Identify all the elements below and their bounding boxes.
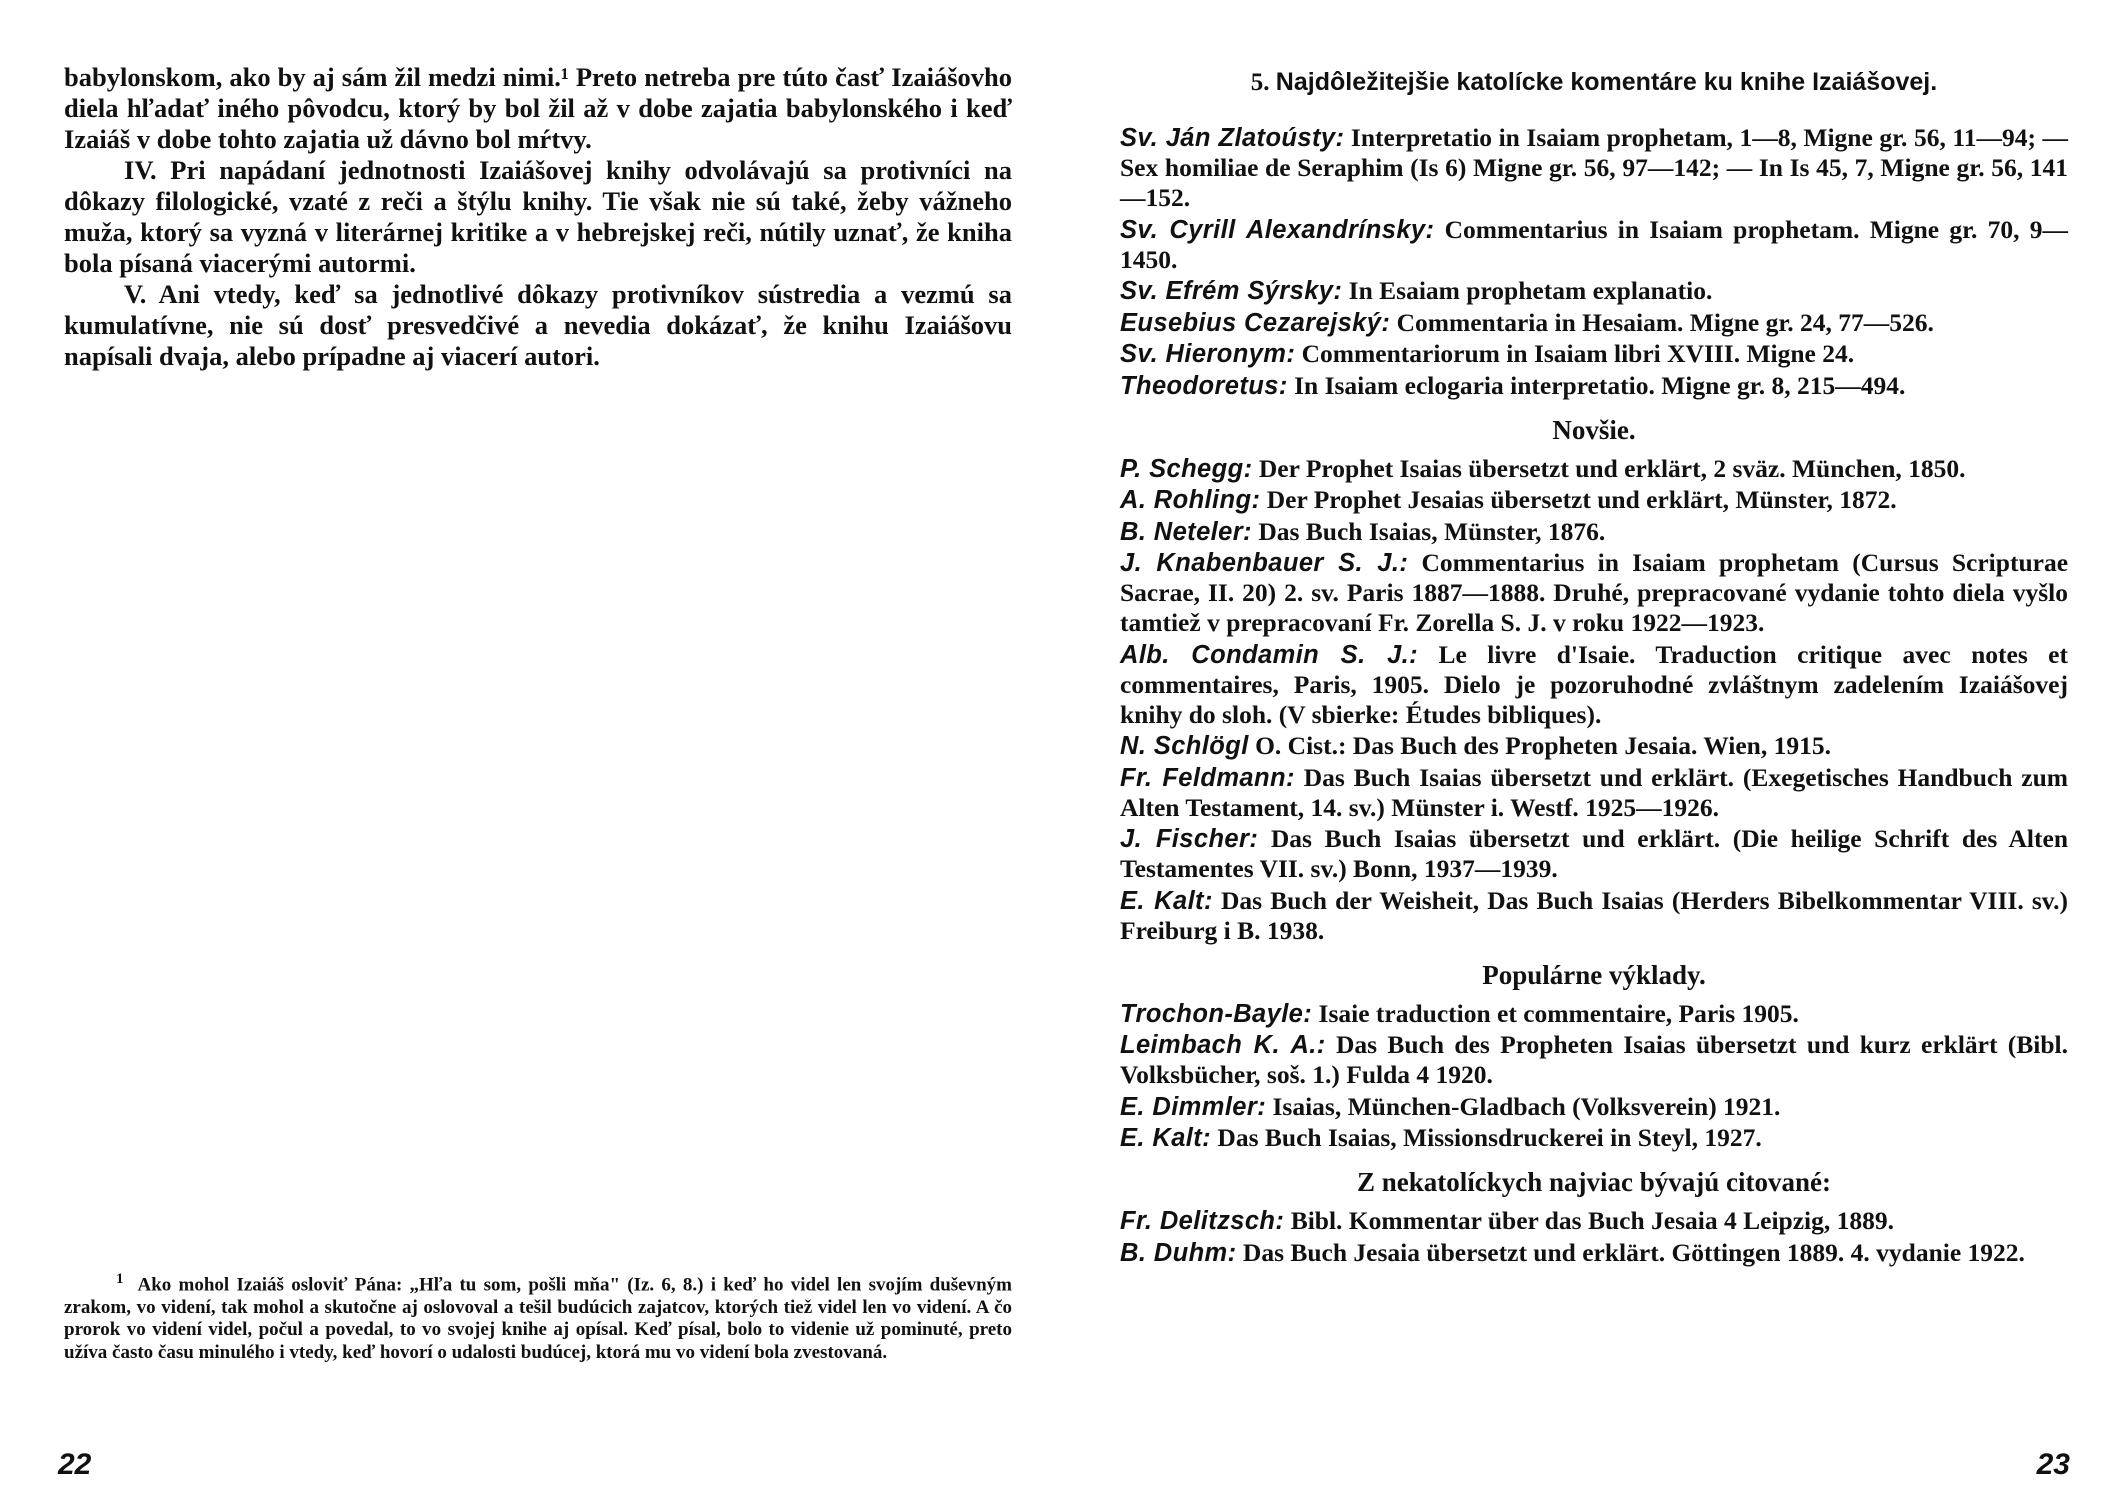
bib-entry [1120,763,2068,823]
left-page-body [64,62,1012,372]
bib-entry [1120,371,2068,401]
entry-text: O. Cist.: Das Buch des Propheten Jesaia. Wien, 1915. [1255,731,1831,760]
entry-text: Isaias, München-Gladbach (Volksverein) 1921. [1272,1091,1781,1121]
group-newer [1120,454,2068,946]
entry-author: E. Kalt: [1120,886,1213,915]
group-popular [1120,999,2068,1154]
entry-author: Alb. Condamin S. J.: [1120,640,1419,669]
bib-entry [1120,517,2068,547]
bib-entry [1120,548,2068,638]
bib-entry [1120,1238,2068,1268]
bib-entry [1120,123,2068,213]
entry-author: Sv. Hieronym: [1120,340,1296,368]
page-number-left: 22 [58,1448,92,1481]
bib-entry [1120,454,2068,484]
entry-text: Das Buch Isaias, Missionsdruckerei in Steyl, 1927. [1217,1123,1762,1152]
group-noncatholic [1120,1206,2068,1268]
entry-text: Le livre d'Isaie. Traduction critique avec notes et commentaires, Paris, 1905. Dielo je pozoruhodné zvláštnym zadelením Izaiášovej knihy do sloh. (V sbierke: Études bibliques). [1120,639,2068,729]
entry-author: Sv. Efrém Sýrsky: [1120,277,1343,305]
bib-entry [1120,308,2068,338]
bib-entry [1120,1123,2068,1153]
page-number-right: 23 [2036,1448,2070,1481]
entry-text: Commentaria in Hesaiam. Migne gr. 24, 77—526. [1396,307,1934,337]
entry-author: P. Schegg: [1120,454,1253,483]
entry-text: Bibl. Kommentar über das Buch Jesaia 4 Leipzig, 1889. [1290,1206,1894,1235]
entry-text: Der Prophet Isaias übersetzt und erklärt, 2 sväz. München, 1850. [1258,453,1966,483]
paragraph-3: V. Ani vtedy, keď sa jednotlivé dôkazy protivníkov sústredia a vezmú sa kumulatívne, nie sú dosť presvedčivé a nevedia dokázať, že knihu Izaiášovu napísali dvaja, alebo prípadne aj viacerí autori. [64,279,1012,371]
entry-text: Isaie traduction et commentaire, Paris 1905. [1318,998,1799,1028]
entry-text: In Esaiam prophetam explanatio. [1348,276,1713,305]
commentary-list [1120,62,2068,1269]
entry-author: J. Fischer: [1120,825,1259,853]
bib-entry [1120,1092,2068,1122]
entry-text: Der Prophet Jesaias übersetzt und erklärt, Münster, 1872. [1266,485,1897,514]
heading-popular: Populárne výklady. [1482,959,1706,990]
bib-entry [1120,731,2068,761]
entry-author: Fr. Delitzsch: [1120,1207,1285,1235]
bib-entry [1120,276,2068,306]
heading-noncatholic: Z nekatolíckych najviac bývajú citované: [1356,1167,1831,1197]
group-church-fathers [1120,123,2068,401]
entry-text: Das Buch Isaias übersetzt und erklärt. (Exegetisches Handbuch zum Alten Testament, 14. sv.) Münster i. Westf. 1925—1926. [1120,762,2068,822]
entry-author: E. Dimmler: [1120,1092,1267,1121]
entry-author: B. Neteler: [1120,517,1252,546]
entry-author: Theodoretus: [1120,371,1288,400]
bib-entry [1120,1206,2068,1236]
entry-author: N. Schlögl [1120,732,1249,760]
entry-text: Commentarius in Isaiam prophetam. Migne gr. 70, 9—1450. [1120,214,2068,274]
right-page [1062,0,2124,1500]
footnote-text: Ako mohol Izaiáš osloviť Pána: „Hľa tu som, pošli mňa" (Iz. 6, 8.) i keď ho videl len svojím duševným zrakom, vo videní, tak mohol a skutočne aj oslovoval a tešil budúcich zajatcov, ktorých tiež videl len vo videní. A čo prorok vo videní videl, počul a povedal, to vo svojej knihe aj opísal. Keď písal, bolo to videnie už pominuté, preto užíva často času minulého i vtedy, keď hovorí o udalosti budúcej, ktorá mu vo videní bola zvestovaná. [64,1274,1012,1363]
entry-text: Commentarius in Isaiam prophetam (Cursus Scripturae Sacrae, II. 20) 2. sv. Paris 1887—1888. Druhé, prepracované vydanie tohto diela vyšlo tamtiež v prepracovaní Fr. Zorella S. J. v roku 1922—1923. [1120,548,2069,637]
footnote [64,1268,1012,1364]
entry-text: Das Buch Isaias übersetzt und erklärt. (Die heilige Schrift des Alten Testamentes VII. sv.) Bonn, 1937—1939. [1120,824,2068,883]
bib-entry [1120,339,2068,369]
entry-author: J. Knabenbauer S. J.: [1120,549,1409,577]
entry-author: Leimbach K. A.: [1120,1031,1326,1059]
bib-entry [1120,886,2068,946]
entry-author: Trochon-Bayle: [1120,999,1313,1028]
bib-entry [1120,1030,2068,1090]
bib-entry [1120,485,2068,515]
entry-author: Sv. Ján Zlatoústy: [1120,124,1345,152]
entry-author: E. Kalt: [1120,1124,1212,1152]
bib-entry [1120,999,2068,1029]
bib-entry [1120,215,2068,275]
entry-author: Sv. Cyrill Alexandrínsky: [1120,215,1435,244]
entry-text: Commentariorum in Isaiam libri XVIII. Migne 24. [1301,339,1855,368]
entry-author: A. Rohling: [1120,486,1261,514]
entry-text: Das Buch des Propheten Isaias übersetzt und kurz erklärt (Bibl. Volksbücher, soš. 1.) Fulda 4 1920. [1120,1030,2069,1089]
entry-text: Das Buch der Weisheit, Das Buch Isaias (Herders Bibelkommentar VIII. sv.) Freiburg i B. 1938. [1120,885,2069,945]
section-title: Najdôležitejšie katolícke komentáre ku knihe Izaiášovej. [1275,68,1938,96]
paragraph-2: IV. Pri napádaní jednotnosti Izaiášovej knihy odvolávajú sa protivníci na dôkazy filologické, vzaté z reči a štýlu knihy. Tie však nie sú také, žeby vážneho muža, ktorý sa vyzná v literárnej kritike a v hebrejskej reči, nútily uznať, že kniha bola písaná viacerými autormi. [64,155,1012,278]
paragraph-1: babylonskom, ako by aj sám žil medzi nimi.¹ Preto netreba pre túto časť Izaiášovho diela hľadať iného pôvodcu, ktorý by bol žil až v dobe zajatia babylonského i keď Izaiáš v dobe tohto zajatia už dávno bol mŕtvy. [64,62,1012,154]
entry-author: Fr. Feldmann: [1120,763,1295,792]
entry-text: Interpretatio in Isaiam prophetam, 1—8, Migne gr. 56, 11—94; — Sex homiliae de Seraphim (Is 6) Migne gr. 56, 97—142; — In Is 45, 7, Migne gr. 56, 141—152. [1120,123,2068,212]
section-heading [1120,68,2068,97]
bib-entry [1120,640,2068,730]
bib-entry [1120,824,2068,884]
footnote-number: 1 [116,1271,124,1287]
entry-text: In Isaiam eclogaria interpretatio. Migne gr. 8, 215—494. [1294,370,1906,400]
heading-newer: Novšie. [1552,414,1636,445]
section-number: 5. [1250,69,1270,96]
entry-author: Eusebius Cezarejský: [1120,308,1391,337]
entry-author: B. Duhm: [1120,1238,1237,1267]
entry-text: Das Buch Isaias, Münster, 1876. [1258,516,1606,546]
entry-text: Das Buch Jesaia übersetzt und erklärt. Göttingen 1889. 4. vydanie 1922. [1242,1237,2025,1267]
